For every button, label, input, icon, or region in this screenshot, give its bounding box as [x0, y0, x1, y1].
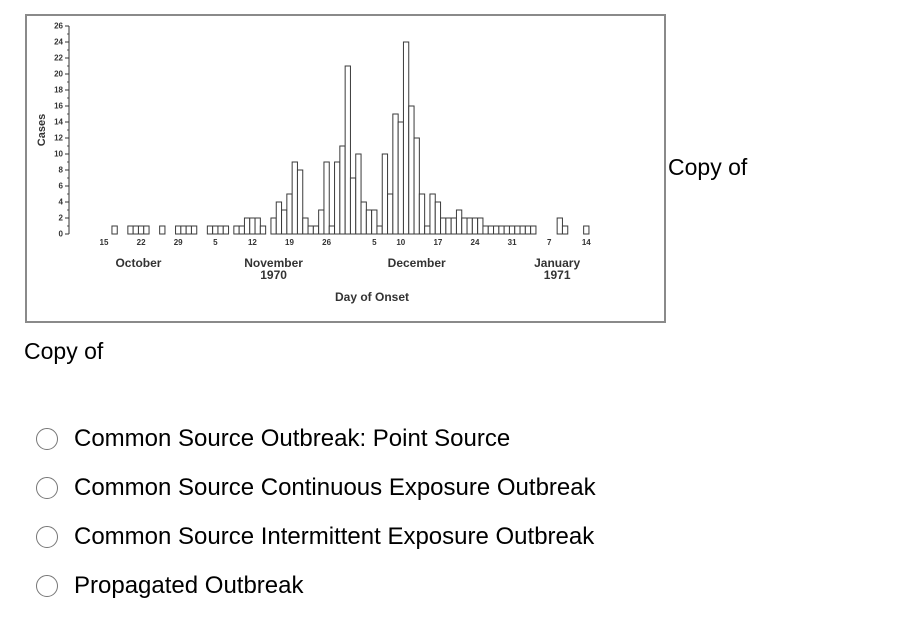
bar — [213, 226, 218, 234]
option-intermittent-exposure[interactable] — [36, 512, 596, 561]
option-point-source[interactable] — [36, 414, 596, 463]
option-label: Common Source Intermittent Exposure Outbreak — [74, 522, 595, 550]
y-tick-label: 26 — [54, 21, 63, 31]
bar — [531, 226, 536, 234]
bar — [329, 226, 334, 234]
bar — [292, 162, 297, 234]
bar — [234, 226, 239, 234]
bar — [419, 194, 424, 234]
bar — [282, 210, 287, 234]
bar — [361, 202, 366, 234]
x-tick-label: 10 — [396, 238, 406, 247]
bar — [377, 226, 382, 234]
bar — [488, 226, 493, 234]
bar — [160, 226, 165, 234]
bar — [409, 106, 414, 234]
radio-button[interactable] — [36, 526, 58, 548]
radio-button[interactable] — [36, 428, 58, 450]
y-tick-label: 2 — [58, 213, 63, 223]
bar — [372, 210, 377, 234]
bar — [297, 170, 302, 234]
bar — [138, 226, 143, 234]
y-tick-label: 14 — [54, 117, 63, 127]
month-label: November — [244, 256, 303, 270]
bar — [525, 226, 530, 234]
bar — [441, 218, 446, 234]
month-label: October — [115, 256, 162, 270]
bar — [239, 226, 244, 234]
x-tick-label: 14 — [581, 238, 591, 247]
bar — [504, 226, 509, 234]
bar — [186, 226, 191, 234]
bar — [324, 162, 329, 234]
bar — [499, 226, 504, 234]
y-tick-label: 18 — [54, 85, 63, 95]
bar — [520, 226, 525, 234]
month-label: January — [534, 256, 581, 270]
bar — [276, 202, 281, 234]
option-label: Propagated Outbreak — [74, 571, 304, 599]
x-tick-label: 7 — [546, 238, 552, 247]
bar — [287, 194, 292, 234]
month-label: 1970 — [260, 268, 287, 282]
bar — [313, 226, 318, 234]
bar — [472, 218, 477, 234]
side-caption: Copy of — [668, 154, 748, 180]
bar — [382, 154, 387, 234]
bar — [181, 226, 186, 234]
y-axis-label: Cases — [36, 113, 48, 147]
x-tick-label: 24 — [470, 238, 480, 247]
option-label: Common Source Outbreak: Point Source — [74, 424, 511, 452]
bar — [509, 226, 514, 234]
bar — [483, 226, 488, 234]
bar — [255, 218, 260, 234]
bar — [562, 226, 567, 234]
x-tick-label: 5 — [213, 238, 218, 247]
y-tick-label: 6 — [58, 181, 63, 191]
bar — [250, 218, 255, 234]
bar — [176, 226, 181, 234]
y-tick-label: 24 — [54, 37, 63, 47]
bar — [244, 218, 249, 234]
bar — [388, 194, 393, 234]
bar — [584, 226, 589, 234]
bar — [350, 178, 355, 234]
epi-curve-chart — [27, 16, 668, 325]
bar — [456, 210, 461, 234]
x-tick-label: 26 — [322, 238, 332, 247]
bar — [340, 146, 345, 234]
bar — [478, 218, 483, 234]
bar — [414, 138, 419, 234]
option-propagated[interactable] — [36, 561, 596, 610]
y-tick-label: 10 — [54, 149, 63, 159]
y-tick-label: 4 — [58, 197, 63, 207]
bar — [403, 42, 408, 234]
x-axis-label: Day of Onset — [334, 290, 410, 304]
bar — [435, 202, 440, 234]
y-tick-label: 0 — [58, 229, 63, 239]
bar — [303, 218, 308, 234]
option-continuous-exposure[interactable] — [36, 463, 596, 512]
bar — [462, 218, 467, 234]
bar — [425, 226, 430, 234]
answer-options — [36, 414, 596, 610]
x-tick-label: 19 — [285, 238, 294, 247]
bar — [430, 194, 435, 234]
x-tick-label: 17 — [433, 238, 443, 247]
y-tick-label: 16 — [54, 101, 63, 111]
x-tick-label: 12 — [247, 238, 257, 247]
x-tick-label: 5 — [372, 238, 377, 247]
bar — [133, 226, 138, 234]
x-tick-label: 22 — [136, 238, 146, 247]
bar — [366, 210, 371, 234]
option-label: Common Source Continuous Exposure Outbreak — [74, 473, 596, 501]
below-caption: Copy of — [24, 338, 104, 364]
bar — [335, 162, 340, 234]
x-tick-label: 31 — [507, 238, 517, 247]
y-tick-label: 20 — [54, 69, 63, 79]
epi-curve-figure — [25, 14, 666, 323]
bar — [319, 210, 324, 234]
month-label: December — [387, 256, 446, 270]
bar — [515, 226, 520, 234]
bar — [144, 226, 149, 234]
bar — [345, 66, 350, 234]
month-label: 1971 — [543, 268, 571, 282]
bar — [191, 226, 196, 234]
bar — [223, 226, 228, 234]
y-tick-label: 8 — [58, 165, 63, 175]
bar — [398, 122, 403, 234]
bar — [446, 218, 451, 234]
bar — [356, 154, 361, 234]
y-tick-label: 22 — [54, 53, 63, 63]
bar — [308, 226, 313, 234]
x-tick-label: 15 — [99, 238, 109, 247]
bar — [260, 226, 265, 234]
bar — [451, 218, 456, 234]
bar — [128, 226, 133, 234]
bar — [557, 218, 562, 234]
radio-button[interactable] — [36, 575, 58, 597]
bar — [207, 226, 212, 234]
bar — [218, 226, 223, 234]
bar — [467, 218, 472, 234]
bar — [494, 226, 499, 234]
bar — [112, 226, 117, 234]
radio-button[interactable] — [36, 477, 58, 499]
bar — [393, 114, 398, 234]
bar — [271, 218, 276, 234]
x-tick-label: 29 — [173, 238, 183, 247]
y-tick-label: 12 — [54, 133, 63, 143]
